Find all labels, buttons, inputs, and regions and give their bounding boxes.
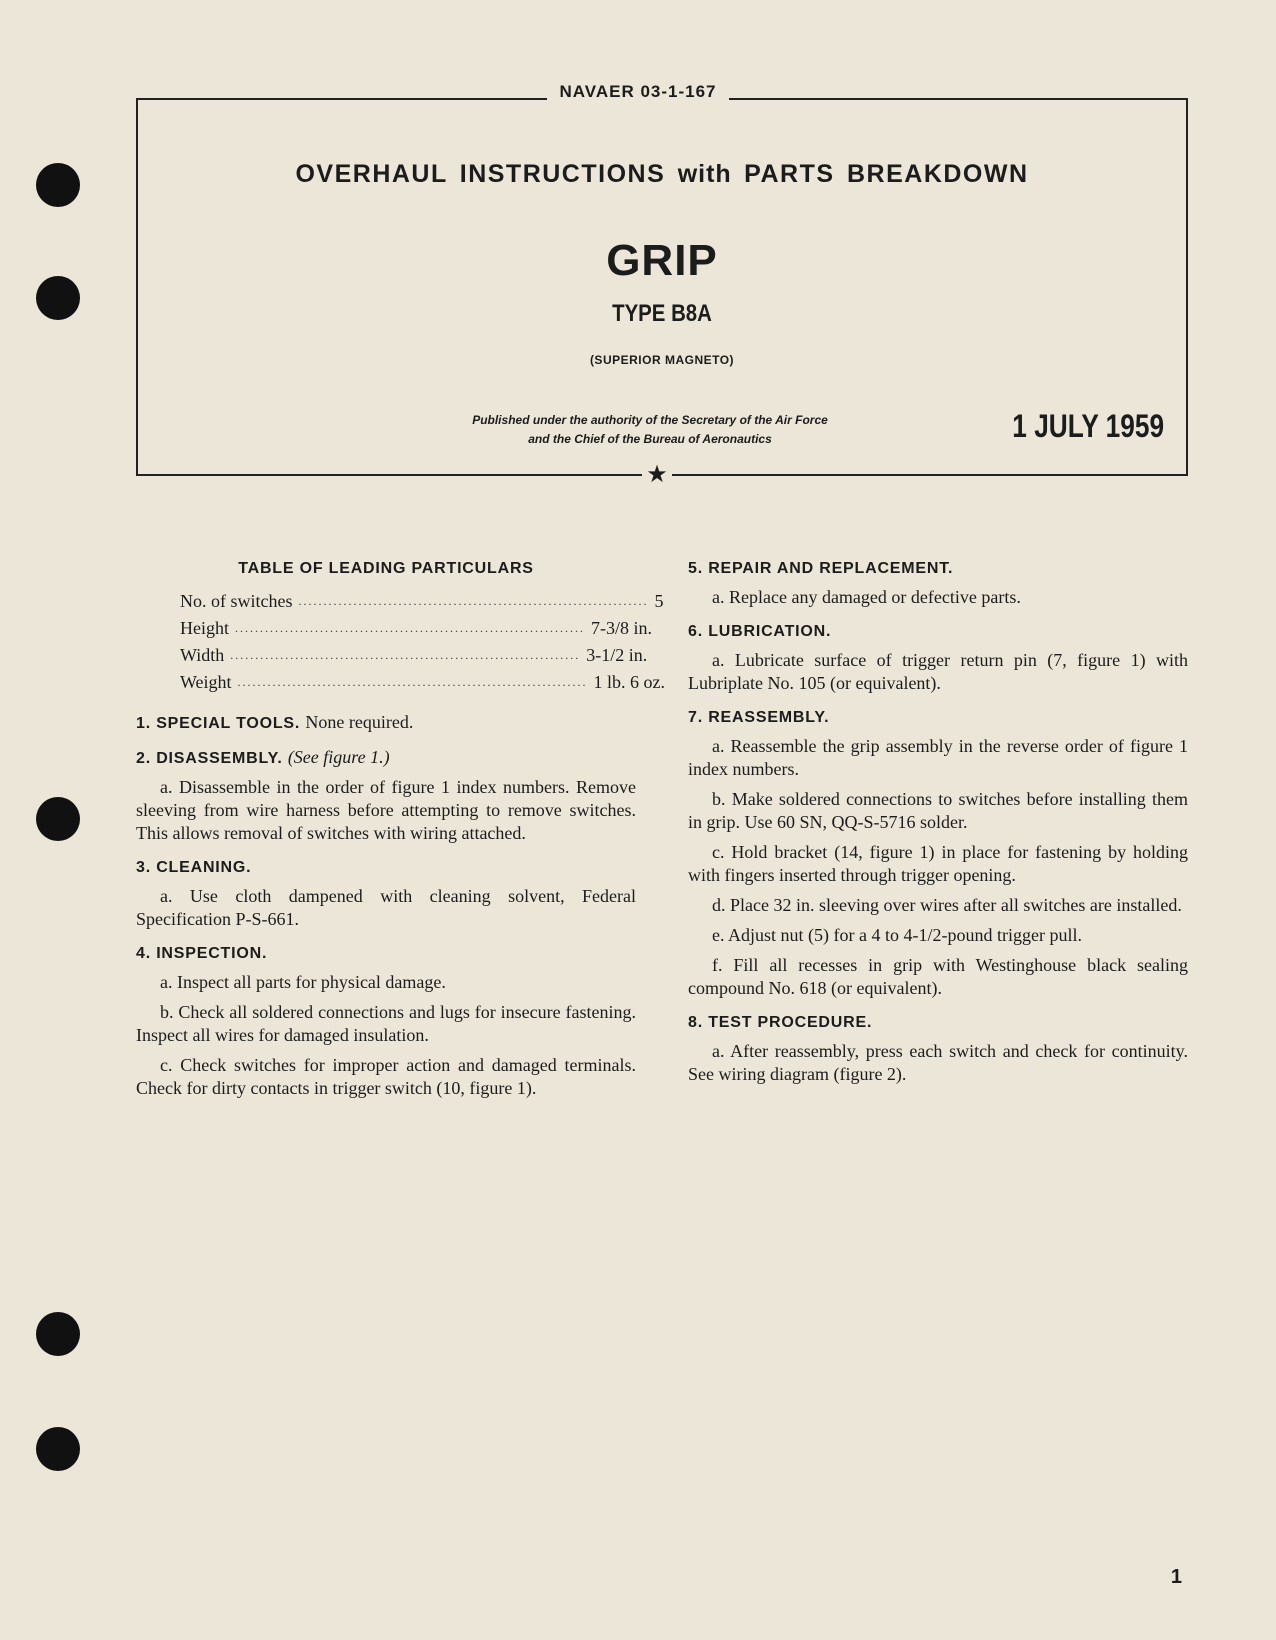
section-special-tools [136,712,636,733]
binder-hole [36,797,80,841]
paragraph: a. Disassemble in the order of figure 1 index numbers. Remove sleeving from wire harness before attempting to remove switches. This allows removal of switches with wiring attached. [136,777,636,843]
paragraph: c. Hold bracket (14, figure 1) in place for fastening by holding with fingers inserted through trigger opening. [688,842,1188,885]
paragraph: d. Place 32 in. sleeving over wires after all switches are installed. [712,895,1182,915]
section-heading: 6. LUBRICATION. [688,623,832,640]
paragraph: a. After reassembly, press each switch and check for continuity. See wiring diagram (figure 2). [688,1041,1188,1084]
paragraph: b. Make soldered connections to switches before installing them in grip. Use 60 SN, QQ-S-5716 solder. [688,789,1188,832]
paragraph: f. Fill all recesses in grip with Westinghouse black sealing compound No. 618 (or equivalent). [688,955,1188,998]
page-number: 1 [1170,1566,1182,1588]
binder-hole [36,1427,80,1471]
section-disassembly [136,747,636,845]
table-row: Width ...................................................................... 3-1/2 in. [180,645,648,665]
section-repair [688,560,1188,609]
main-title: OVERHAUL INSTRUCTIONS with PARTS BREAKDOWN [295,160,1029,188]
table-title: TABLE OF LEADING PARTICULARS [238,560,534,577]
section-heading: 7. REASSEMBLY. [688,709,830,726]
binder-hole [36,163,80,207]
paragraph: a. Use cloth dampened with cleaning solvent, Federal Specification P-S-661. [136,886,636,929]
left-column [136,560,666,1114]
publication-authority: Published under the authority of the Secretary of the Air Force and the Chief of the Bureau of Aeronautics [472,413,828,446]
section-heading: 3. CLEANING. [136,859,252,876]
table-row: No. of switches ...................................................................... 5 [180,591,664,611]
publication-date: 1 JULY 1959 [1012,408,1164,444]
paragraph: a. Lubricate surface of trigger return pin (7, figure 1) with Lubriplate No. 105 (or equivalent). [688,650,1188,693]
paragraph: b. Check all soldered connections and lugs for insecure fastening. Inspect all wires for damaged insulation. [136,1002,636,1045]
section-cleaning [136,859,636,931]
section-heading: 1. SPECIAL TOOLS. None required. [136,712,414,732]
paragraph: a. Reassemble the grip assembly in the reverse order of figure 1 index numbers. [688,736,1188,779]
item-type: TYPE B8A [612,300,712,327]
section-test-procedure [688,1014,1188,1086]
section-lubrication [688,623,1188,695]
table-row: Height ...................................................................... 7-3/8 in. [180,618,652,638]
paragraph: a. Inspect all parts for physical damage. [160,972,446,992]
document-number: NAVAER 03-1-167 [0,82,1276,102]
section-heading: 2. DISASSEMBLY. (See figure 1.) [136,747,390,767]
section-heading: 4. INSPECTION. [136,945,268,962]
binder-hole [36,276,80,320]
item-name: GRIP [606,236,718,285]
star-icon: ★ [642,460,672,488]
section-heading: 8. TEST PROCEDURE. [688,1014,873,1031]
manufacturer: (SUPERIOR MAGNETO) [589,353,735,367]
table-row: Weight ...................................................................... 1 lb. 6 oz. [180,672,666,692]
right-column [688,560,1188,1100]
section-reassembly [688,709,1188,1000]
leading-particulars-table [136,560,666,696]
paragraph: c. Check switches for improper action and damaged terminals. Check for dirty contacts in trigger switch (10, figure 1). [136,1055,636,1098]
binder-hole [36,1312,80,1356]
section-inspection [136,945,636,1100]
section-heading: 5. REPAIR AND REPLACEMENT. [688,560,954,577]
paragraph: e. Adjust nut (5) for a 4 to 4-1/2-pound trigger pull. [712,925,1082,945]
paragraph: a. Replace any damaged or defective parts. [712,587,1021,607]
